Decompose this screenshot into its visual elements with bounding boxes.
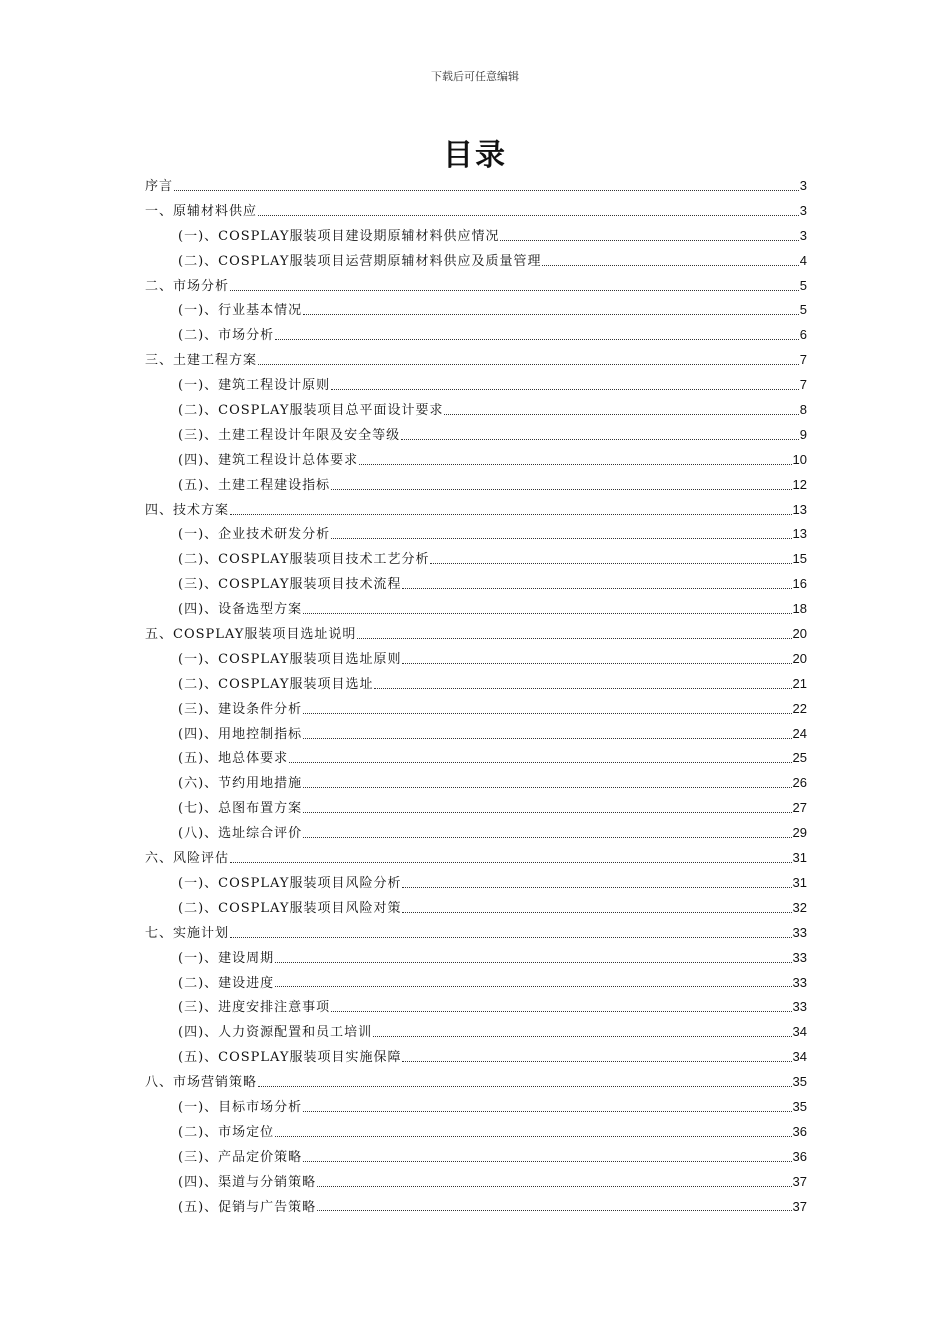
toc-entry[interactable]: [145, 572, 807, 597]
toc-entry-label: 二、市场分析: [145, 278, 230, 294]
toc-entry-label: (三)、进度安排注意事项: [178, 1000, 331, 1016]
toc-entry-page-number: 25: [792, 750, 807, 766]
toc-entry-page-number: 31: [792, 850, 807, 866]
toc-entry-page-number: 29: [792, 825, 807, 841]
toc-dot-leader: [303, 314, 799, 315]
toc-entry-label: 五、COSPLAY服装项目选址说明: [145, 627, 357, 643]
toc-entry-label: 八、市场营销策略: [145, 1075, 258, 1091]
toc-entry-page-number: 34: [792, 1024, 807, 1040]
toc-entry-label: 一、原辅材料供应: [145, 203, 258, 219]
toc-dot-leader: [374, 688, 791, 689]
toc-entry-label: 四、技术方案: [145, 502, 230, 518]
toc-entry[interactable]: [145, 722, 807, 747]
toc-entry-label: (一)、企业技术研发分析: [178, 527, 331, 543]
toc-entry-label: (一)、行业基本情况: [178, 303, 303, 319]
toc-entry-page-number: 36: [792, 1123, 807, 1139]
toc-entry-page-number: 37: [792, 1173, 807, 1189]
toc-entry[interactable]: [145, 995, 807, 1020]
toc-entry-label: 七、实施计划: [145, 925, 230, 941]
toc-entry[interactable]: [145, 249, 807, 274]
toc-entry-page-number: 12: [792, 476, 807, 492]
toc-entry[interactable]: [145, 597, 807, 622]
toc-entry[interactable]: [145, 971, 807, 996]
toc-entry[interactable]: [145, 746, 807, 771]
toc-entry-page-number: 5: [799, 277, 807, 293]
toc-entry[interactable]: [145, 348, 807, 373]
toc-dot-leader: [331, 1011, 791, 1012]
toc-dot-leader: [275, 339, 799, 340]
toc-entry-page-number: 10: [792, 451, 807, 467]
toc-dot-leader: [402, 663, 791, 664]
toc-dot-leader: [317, 1186, 791, 1187]
toc-entry-page-number: 16: [792, 576, 807, 592]
toc-dot-leader: [331, 389, 799, 390]
toc-entry-page-number: 4: [799, 252, 807, 268]
toc-entry-label: (二)、建设进度: [178, 975, 275, 991]
toc-dot-leader: [275, 1136, 791, 1137]
toc-entry[interactable]: [145, 796, 807, 821]
toc-dot-leader: [258, 1086, 792, 1087]
toc-dot-leader: [258, 364, 799, 365]
toc-entry-page-number: 34: [792, 1049, 807, 1065]
toc-entry-page-number: 24: [792, 725, 807, 741]
toc-entry-label: (四)、用地控制指标: [178, 726, 303, 742]
toc-dot-leader: [373, 1036, 791, 1037]
toc-entry[interactable]: [145, 274, 807, 299]
toc-dot-leader: [230, 290, 799, 291]
toc-entry-page-number: 35: [792, 1098, 807, 1114]
toc-entry-page-number: 37: [792, 1198, 807, 1214]
toc-dot-leader: [317, 1210, 791, 1211]
toc-entry-label: (三)、建设条件分析: [178, 701, 303, 717]
toc-dot-leader: [174, 190, 799, 191]
toc-entry-page-number: 33: [792, 974, 807, 990]
toc-entry-label: (五)、COSPLAY服装项目实施保障: [178, 1050, 402, 1066]
toc-entry-label: (一)、建设周期: [178, 950, 275, 966]
toc-entry-label: (三)、COSPLAY服装项目技术流程: [178, 577, 402, 593]
toc-dot-leader: [275, 962, 791, 963]
toc-entry-label: (一)、COSPLAY服装项目风险分析: [178, 875, 402, 891]
toc-entry[interactable]: [145, 423, 807, 448]
toc-entry-label: (四)、渠道与分销策略: [178, 1174, 317, 1190]
toc-entry-page-number: 3: [799, 178, 807, 193]
toc-entry-page-number: 21: [792, 675, 807, 691]
toc-entry[interactable]: [145, 846, 807, 871]
toc-entry-label: (一)、建筑工程设计原则: [178, 378, 331, 394]
toc-entry[interactable]: [145, 199, 807, 224]
toc-entry-label: (四)、设备选型方案: [178, 602, 303, 618]
toc-dot-leader: [303, 837, 791, 838]
toc-entry-page-number: 33: [792, 949, 807, 965]
toc-dot-leader: [402, 588, 791, 589]
toc-dot-leader: [402, 887, 791, 888]
toc-entry-page-number: 20: [792, 650, 807, 666]
toc-entry-label: (二)、COSPLAY服装项目运营期原辅材料供应及质量管理: [178, 253, 542, 269]
toc-entry[interactable]: [145, 1070, 807, 1095]
toc-entry[interactable]: [145, 1045, 807, 1070]
toc-dot-leader: [275, 986, 791, 987]
toc-entry[interactable]: [145, 522, 807, 547]
toc-entry-page-number: 3: [799, 227, 807, 243]
toc-entry-label: (二)、市场分析: [178, 328, 275, 344]
toc-entry-page-number: 33: [792, 999, 807, 1015]
toc-entry[interactable]: [145, 871, 807, 896]
toc-entry-page-number: 13: [792, 501, 807, 517]
page-header: 下载后可任意编辑: [431, 70, 519, 83]
toc-entry-page-number: 22: [792, 700, 807, 716]
toc-entry[interactable]: [145, 672, 807, 697]
toc-entry[interactable]: [145, 697, 807, 722]
toc-entry[interactable]: [145, 224, 807, 249]
page-title: 目录: [443, 138, 507, 173]
toc-dot-leader: [303, 1111, 791, 1112]
toc-entry-label: (四)、人力资源配置和员工培训: [178, 1025, 373, 1041]
toc-entry-page-number: 13: [792, 526, 807, 542]
toc-entry[interactable]: [145, 771, 807, 796]
toc-entry-label: (一)、COSPLAY服装项目建设期原辅材料供应情况: [178, 228, 500, 244]
toc-dot-leader: [230, 937, 792, 938]
toc-entry-label: (七)、总图布置方案: [178, 801, 303, 817]
toc-entry-page-number: 35: [792, 1074, 807, 1090]
toc-entry[interactable]: [145, 547, 807, 572]
toc-entry[interactable]: [145, 821, 807, 846]
toc-entry-label: (二)、COSPLAY服装项目选址: [178, 676, 374, 692]
table-of-contents: [145, 174, 807, 1219]
toc-entry-label: 三、土建工程方案: [145, 353, 258, 369]
toc-entry-label: (一)、COSPLAY服装项目选址原则: [178, 651, 402, 667]
toc-dot-leader: [230, 862, 792, 863]
toc-entry[interactable]: [145, 1170, 807, 1195]
toc-dot-leader: [402, 912, 791, 913]
toc-entry-label: (二)、COSPLAY服装项目风险对策: [178, 900, 402, 916]
toc-dot-leader: [331, 489, 791, 490]
toc-entry[interactable]: [145, 398, 807, 423]
toc-entry-label: (二)、COSPLAY服装项目技术工艺分析: [178, 552, 430, 568]
toc-entry-page-number: 32: [792, 899, 807, 915]
toc-dot-leader: [357, 638, 791, 639]
toc-dot-leader: [303, 787, 791, 788]
toc-entry-page-number: 31: [792, 874, 807, 890]
toc-entry-label: (五)、促销与广告策略: [178, 1199, 317, 1215]
toc-dot-leader: [258, 215, 799, 216]
toc-entry[interactable]: [145, 1195, 807, 1220]
toc-entry-page-number: 7: [799, 352, 807, 368]
toc-entry[interactable]: [145, 473, 807, 498]
toc-entry-page-number: 8: [799, 402, 807, 418]
toc-entry-page-number: 27: [792, 800, 807, 816]
toc-entry[interactable]: [145, 946, 807, 971]
toc-entry[interactable]: [145, 622, 807, 647]
toc-dot-leader: [289, 762, 791, 763]
toc-entry[interactable]: [145, 647, 807, 672]
toc-entry-label: (一)、目标市场分析: [178, 1099, 303, 1115]
toc-dot-leader: [303, 713, 791, 714]
toc-entry[interactable]: [145, 896, 807, 921]
toc-entry-label: 序言: [145, 179, 174, 194]
toc-entry-label: 六、风险评估: [145, 851, 230, 867]
toc-entry-label: (四)、建筑工程设计总体要求: [178, 452, 359, 468]
toc-entry[interactable]: [145, 373, 807, 398]
toc-entry-label: (二)、市场定位: [178, 1124, 275, 1140]
toc-dot-leader: [444, 414, 798, 415]
toc-entry-label: (二)、COSPLAY服装项目总平面设计要求: [178, 403, 444, 419]
toc-entry[interactable]: [145, 1095, 807, 1120]
toc-entry-page-number: 18: [792, 601, 807, 617]
toc-entry-label: (六)、节约用地措施: [178, 776, 303, 792]
toc-entry[interactable]: [145, 174, 807, 199]
toc-dot-leader: [331, 538, 791, 539]
toc-entry[interactable]: [145, 323, 807, 348]
toc-entry-label: (八)、选址综合评价: [178, 826, 303, 842]
toc-entry-page-number: 33: [792, 924, 807, 940]
toc-entry-label: (五)、地总体要求: [178, 751, 289, 767]
toc-entry[interactable]: [145, 298, 807, 323]
toc-dot-leader: [303, 812, 791, 813]
toc-dot-leader: [430, 563, 791, 564]
toc-entry-page-number: 15: [792, 551, 807, 567]
toc-entry[interactable]: [145, 921, 807, 946]
toc-entry-label: (三)、产品定价策略: [178, 1149, 303, 1165]
toc-entry-page-number: 6: [799, 327, 807, 343]
toc-entry-label: (三)、土建工程设计年限及安全等级: [178, 427, 401, 443]
toc-dot-leader: [402, 1061, 791, 1062]
toc-entry[interactable]: [145, 1020, 807, 1045]
toc-entry-page-number: 3: [799, 202, 807, 218]
toc-dot-leader: [230, 514, 792, 515]
toc-entry[interactable]: [145, 448, 807, 473]
toc-dot-leader: [303, 1161, 791, 1162]
toc-entry-page-number: 36: [792, 1148, 807, 1164]
toc-dot-leader: [303, 738, 791, 739]
toc-dot-leader: [359, 464, 791, 465]
toc-entry-page-number: 7: [799, 377, 807, 393]
toc-dot-leader: [500, 240, 798, 241]
toc-entry[interactable]: [145, 1120, 807, 1145]
toc-entry-label: (五)、土建工程建设指标: [178, 477, 331, 493]
toc-dot-leader: [401, 439, 799, 440]
toc-entry-page-number: 5: [799, 302, 807, 318]
toc-dot-leader: [303, 613, 791, 614]
toc-entry[interactable]: [145, 498, 807, 523]
toc-entry[interactable]: [145, 1145, 807, 1170]
toc-entry-page-number: 26: [792, 775, 807, 791]
toc-entry-page-number: 20: [792, 626, 807, 642]
toc-dot-leader: [542, 265, 798, 266]
toc-entry-page-number: 9: [799, 426, 807, 442]
